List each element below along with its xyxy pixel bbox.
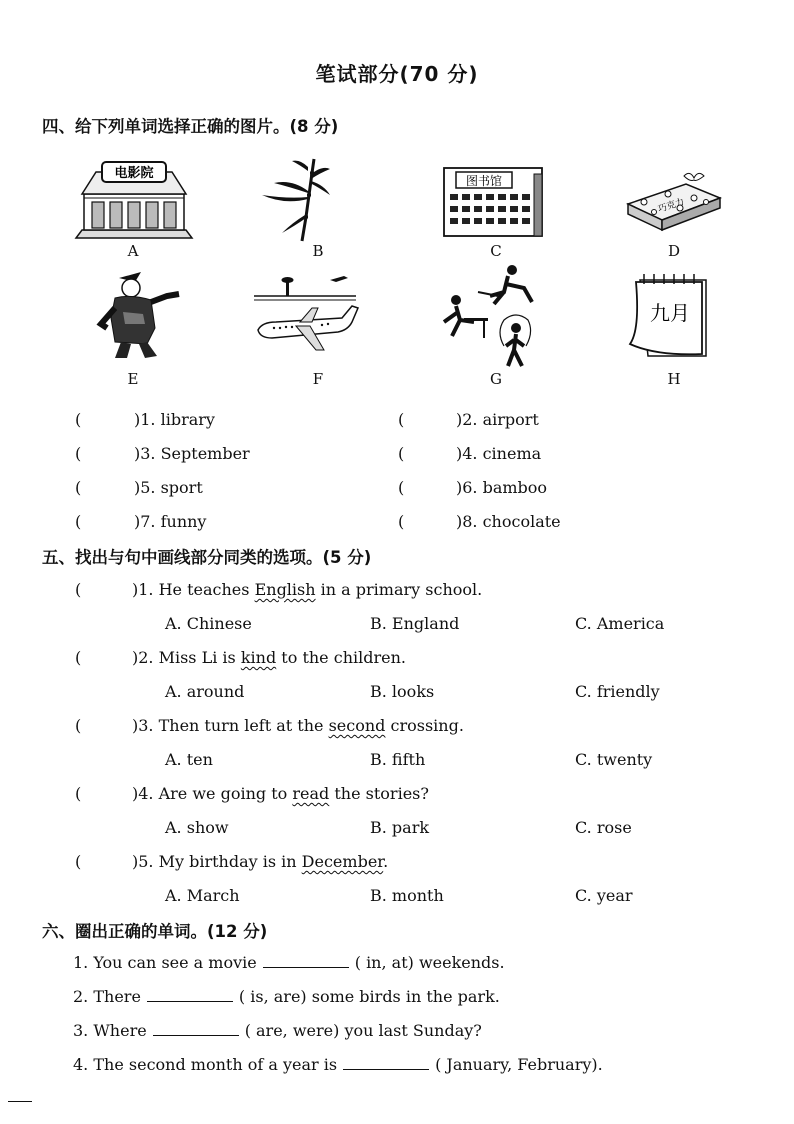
cinema-sign-text: 电影院 bbox=[114, 166, 154, 181]
fill-blank-item: 1. You can see a movie ( in, at) weekends. bbox=[73, 953, 505, 972]
picture-label-f: F bbox=[312, 370, 324, 388]
picture-label-g: G bbox=[490, 370, 502, 388]
picture-label-h: H bbox=[667, 370, 681, 388]
answer-paren: ( bbox=[75, 648, 82, 667]
answer-blank bbox=[153, 1021, 239, 1036]
option-b: B. England bbox=[370, 614, 460, 633]
option-c: C. twenty bbox=[575, 750, 653, 769]
picture-label-b: B bbox=[312, 242, 324, 260]
underlined-word: English bbox=[254, 580, 316, 599]
calendar-picture bbox=[626, 270, 716, 362]
picture-label-c: C bbox=[490, 242, 502, 260]
answer-paren: ( bbox=[75, 410, 82, 429]
option-b: B. looks bbox=[370, 682, 435, 701]
answer-blank bbox=[343, 1055, 429, 1070]
bamboo-picture bbox=[252, 155, 332, 243]
word-item: )4. cinema bbox=[456, 444, 542, 463]
answer-paren: ( bbox=[398, 444, 405, 463]
cinema-picture bbox=[72, 160, 196, 242]
answer-paren: ( bbox=[75, 580, 82, 599]
word-item: )7. funny bbox=[134, 512, 207, 531]
answer-paren: ( bbox=[398, 410, 405, 429]
option-c: C. year bbox=[575, 886, 633, 905]
answer-paren: ( bbox=[75, 512, 82, 531]
option-b: B. park bbox=[370, 818, 430, 837]
section-6-heading: 六、圈出正确的单词。(12 分) bbox=[42, 922, 268, 941]
answer-blank bbox=[147, 987, 233, 1002]
question-sentence: )3. Then turn left at the second crossing. bbox=[132, 716, 464, 735]
option-c: C. rose bbox=[575, 818, 632, 837]
word-item: )1. library bbox=[134, 410, 215, 429]
word-item: )8. chocolate bbox=[456, 512, 561, 531]
word-item: )6. bamboo bbox=[456, 478, 548, 497]
word-item: )3. September bbox=[134, 444, 250, 463]
option-a: A. ten bbox=[165, 750, 213, 769]
answer-paren: ( bbox=[75, 784, 82, 803]
answer-paren: ( bbox=[75, 852, 82, 871]
underlined-word: kind bbox=[240, 648, 277, 667]
option-a: A. March bbox=[165, 886, 240, 905]
library-picture bbox=[440, 164, 552, 240]
section-4-heading: 四、给下列单词选择正确的图片。(8 分) bbox=[42, 117, 339, 136]
option-a: A. show bbox=[165, 818, 229, 837]
picture-label-a: A bbox=[127, 242, 139, 260]
underlined-word: second bbox=[328, 716, 386, 735]
chocolate-box-text: 巧克力 bbox=[656, 197, 686, 216]
fill-blank-item: 3. Where ( are, were) you last Sunday? bbox=[73, 1021, 482, 1040]
picture-label-d: D bbox=[667, 242, 681, 260]
chocolate-picture bbox=[624, 168, 724, 236]
question-sentence: )4. Are we going to read the stories? bbox=[132, 784, 429, 803]
calendar-text: 九月 bbox=[650, 301, 690, 325]
question-sentence: )1. He teaches English in a primary school. bbox=[132, 580, 483, 599]
answer-paren: ( bbox=[398, 478, 405, 497]
underlined-word: December bbox=[301, 852, 384, 871]
option-b: B. month bbox=[370, 886, 444, 905]
answer-blank bbox=[263, 953, 349, 968]
question-sentence: )2. Miss Li is kind to the children. bbox=[132, 648, 406, 667]
airport-picture bbox=[252, 272, 360, 356]
page-footer-rule bbox=[8, 1101, 32, 1102]
word-item: )2. airport bbox=[456, 410, 539, 429]
sport-picture bbox=[434, 262, 550, 370]
fill-blank-item: 2. There ( is, are) some birds in the park. bbox=[73, 987, 500, 1006]
library-sign-text: 图书馆 bbox=[465, 174, 503, 188]
option-c: C. America bbox=[575, 614, 665, 633]
picture-label-e: E bbox=[127, 370, 139, 388]
answer-paren: ( bbox=[75, 444, 82, 463]
fill-blank-item: 4. The second month of a year is ( January, February). bbox=[73, 1055, 603, 1074]
answer-paren: ( bbox=[75, 478, 82, 497]
funny-man-picture bbox=[95, 268, 185, 362]
option-c: C. friendly bbox=[575, 682, 660, 701]
option-a: A. Chinese bbox=[165, 614, 252, 633]
page-title: 笔试部分(70 分) bbox=[315, 62, 479, 86]
question-sentence: )5. My birthday is in December. bbox=[132, 852, 389, 871]
section-5-heading: 五、找出与句中画线部分同类的选项。(5 分) bbox=[42, 548, 372, 567]
word-item: )5. sport bbox=[134, 478, 203, 497]
underlined-word: read bbox=[292, 784, 330, 803]
answer-paren: ( bbox=[398, 512, 405, 531]
answer-paren: ( bbox=[75, 716, 82, 735]
option-b: B. fifth bbox=[370, 750, 426, 769]
option-a: A. around bbox=[165, 682, 245, 701]
